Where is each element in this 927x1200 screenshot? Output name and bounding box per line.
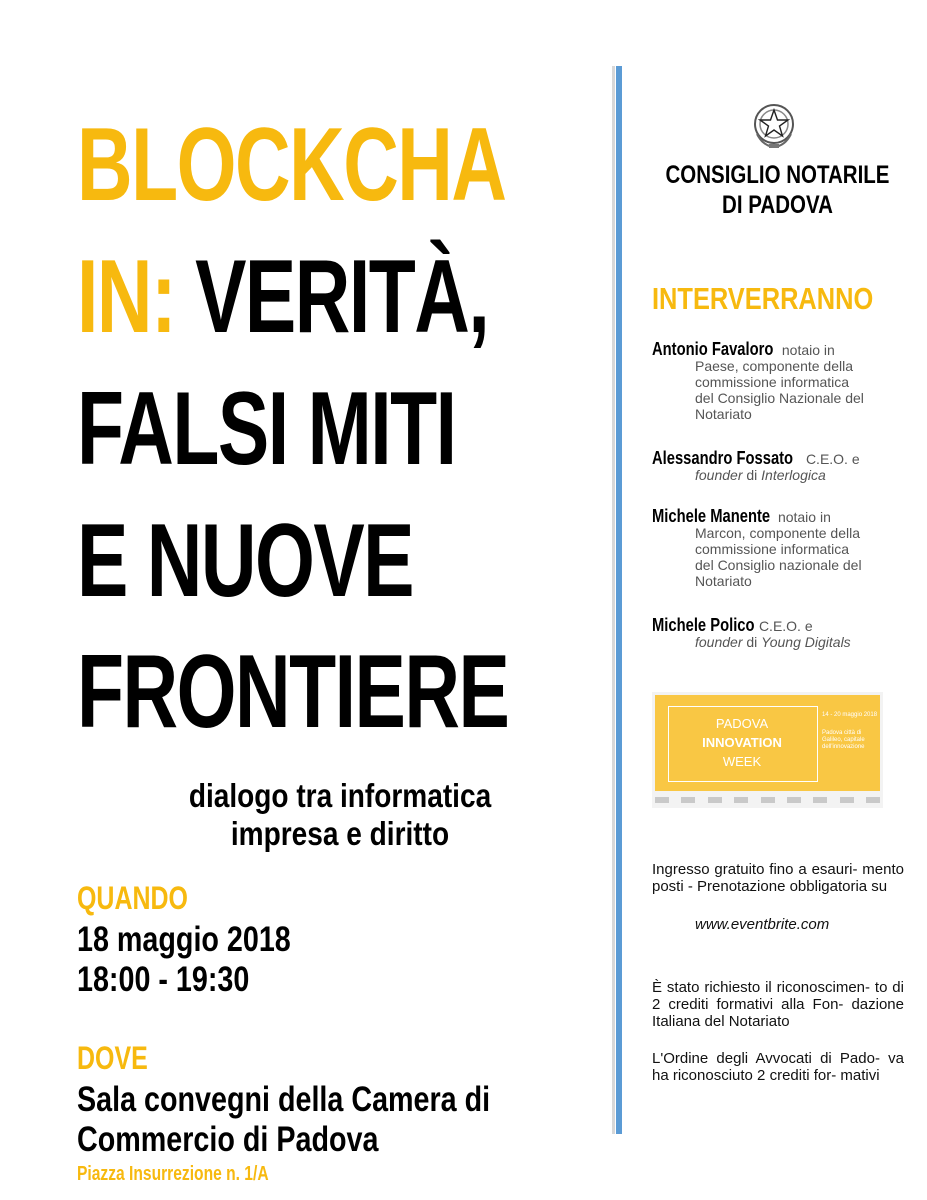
speaker-role-line [652,634,902,650]
sponsor-logo [655,797,669,803]
sponsor-logos [655,793,880,807]
title-line-2-black: VERITÀ, [195,239,489,355]
speaker-role-line: Paese, componente della [695,358,853,374]
speakers-heading: INTERVERRANNO [652,281,874,316]
speaker-name: Alessandro Fossato [652,448,794,468]
italian-republic-emblem-icon [751,100,797,150]
badge-line-1: PADOVA [715,716,769,731]
eventbrite-link[interactable]: www.eventbrite.com [695,916,830,933]
badge-side-dates: 14 - 20 maggio 2018 [822,712,878,718]
speaker-role-line: del Consiglio Nazionale del [695,390,864,406]
speaker-role-line [652,467,902,483]
sponsor-logo [761,797,775,803]
venue-line-2: Commercio di Padova [77,1120,379,1159]
organizer-line-2: DI PADOVA [722,191,833,219]
speaker-role-line: Marcon, componente della [695,525,860,541]
speaker-role: C.E.O. e [805,451,860,467]
title-line-4: E NUOVE [77,503,414,619]
when-label: QUANDO [77,880,188,916]
divider-shadow [612,66,615,1134]
title-line-2-yellow: IN: [77,239,176,355]
credits-notai: È stato richiesto il riconoscimen- to di 2 crediti formativi alla Fon- dazione Italiana del Notariato [652,979,904,1030]
sponsor-logo [840,797,854,803]
event-time: 18:00 - 19:30 [77,960,250,999]
speaker-role-line: Notariato [695,406,752,422]
badge-line-2: INNOVATION [702,735,782,750]
speaker-role: notaio in [777,509,831,525]
badge-side-text: Padova città di Galileo, capitale dell'innovazione [822,730,865,750]
title-line-1: BLOCKCHA [77,107,506,223]
where-label: DOVE [77,1040,148,1076]
credits-avvocati: L'Ordine degli Avvocati di Pado- va ha riconosciuto 2 crediti for- mativi [652,1050,904,1084]
speaker-company: Interlogica [761,467,826,483]
speaker-role-mid: di [742,467,762,483]
speaker-1 [652,341,902,422]
event-date: 18 maggio 2018 [77,920,291,959]
registration-text: Ingresso gratuito fino a esauri- mento posti - Prenotazione obbligatoria su [652,861,904,895]
speaker-role-line: commissione informatica [695,374,850,390]
speaker-role-line: del Consiglio nazionale del [695,557,862,573]
venue-address: Piazza Insurrezione n. 1/A [77,1163,269,1185]
speaker-name: Michele Manente [652,506,771,526]
sponsor-logo [813,797,827,803]
title-line-5: FRONTIERE [77,634,509,750]
sponsor-logo [734,797,748,803]
speaker-role-italic: founder [695,634,743,650]
venue-line-1: Sala convegni della Camera di [77,1080,491,1119]
speaker-name: Michele Polico [652,615,755,635]
column-divider [616,66,622,1134]
speaker-role-mid: di [742,634,762,650]
speaker-role: notaio in [781,342,835,358]
subtitle-line-1: dialogo tra informatica [188,777,492,814]
title-line-2 [77,239,489,355]
speaker-role-line: commissione informatica [695,541,850,557]
sponsor-logo [787,797,801,803]
sponsor-logo [866,797,880,803]
speaker-3 [652,508,902,589]
title-line-3: FALSI MITI [77,371,456,487]
speaker-role-italic: founder [695,467,743,483]
speaker-role: C.E.O. e [758,618,813,634]
badge-line-3: WEEK [722,754,762,769]
speaker-company: Young Digitals [761,634,851,650]
sponsor-logo [708,797,722,803]
speaker-name: Antonio Favaloro [652,339,774,359]
subtitle-line-2: impresa e diritto [230,815,450,852]
organizer-line-1: CONSIGLIO NOTARILE [665,161,890,189]
sponsor-logo [681,797,695,803]
speaker-4 [652,617,902,650]
speaker-role-line: Notariato [695,573,752,589]
speaker-2 [652,450,902,483]
